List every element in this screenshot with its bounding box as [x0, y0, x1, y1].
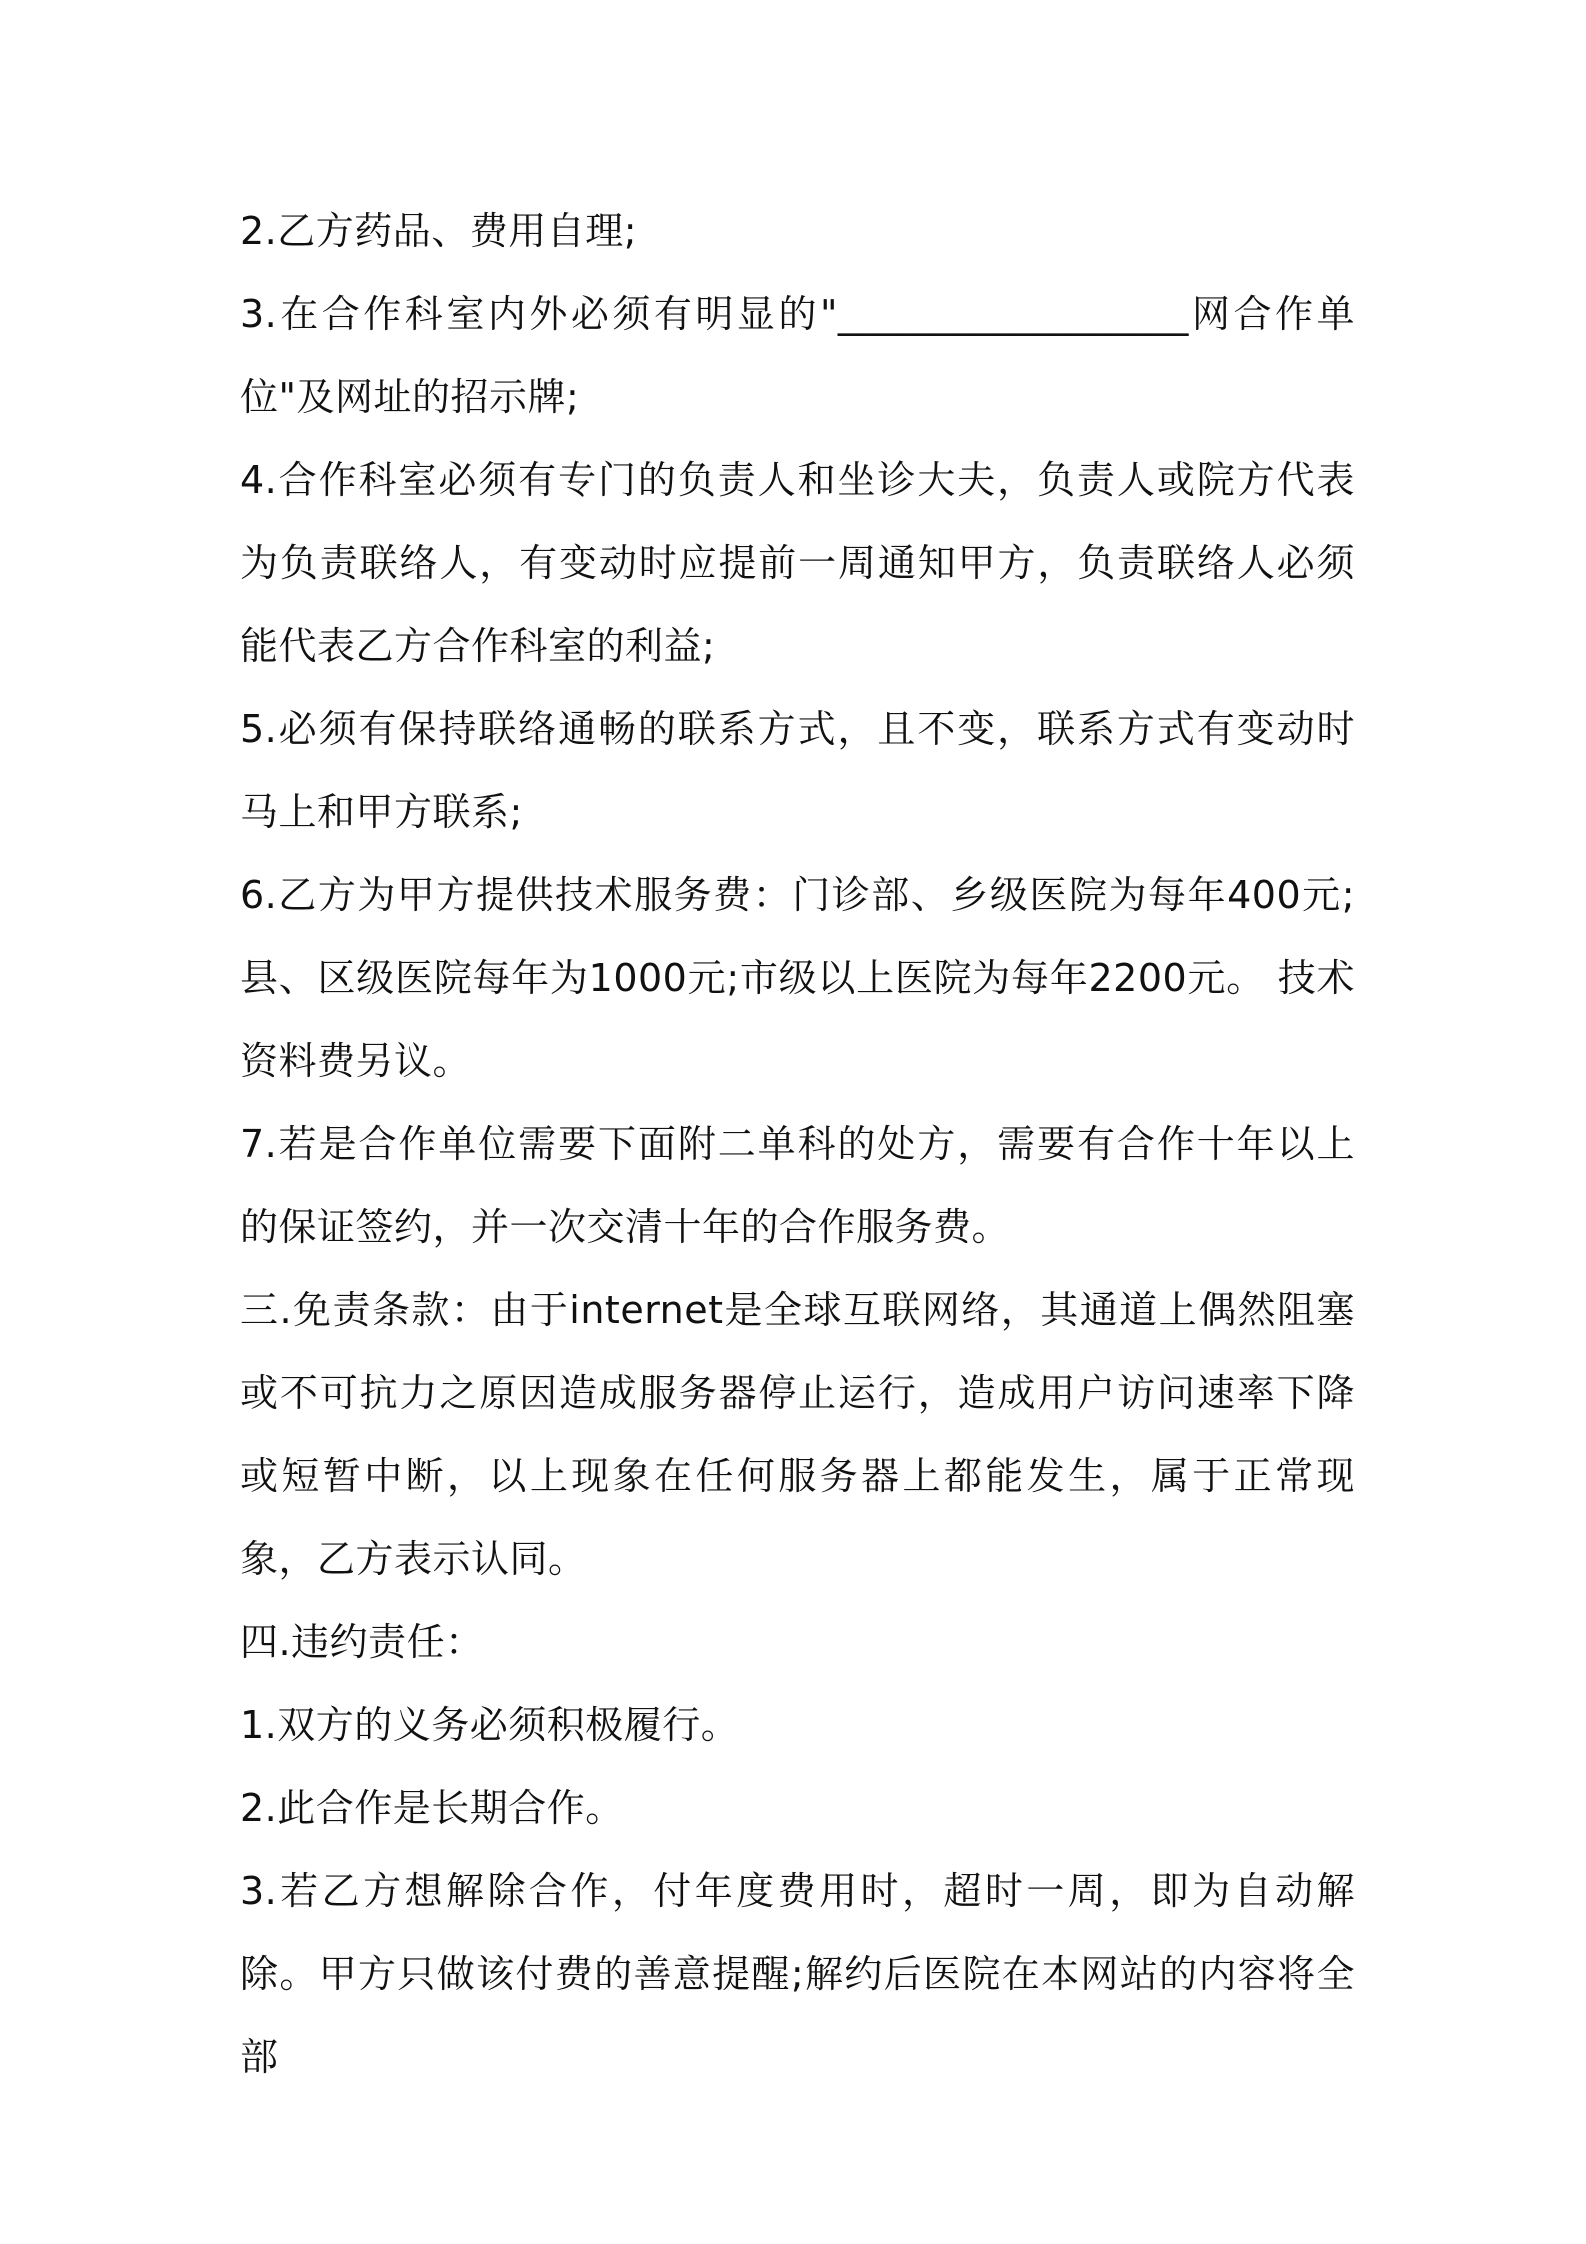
clause-5-contact-method: 5.必须有保持联络通畅的联系方式，且不变，联系方式有变动时马上和甲方联系; [240, 707, 1355, 834]
document-body [240, 190, 1355, 2099]
breach-clause-1: 1.双方的义务必须积极履行。 [240, 1703, 740, 1747]
section-4-heading: 四.违约责任： [240, 1620, 484, 1664]
breach-clause-2: 2.此合作是长期合作。 [240, 1786, 624, 1830]
clause-6-service-fee: 6.乙方为甲方提供技术服务费：门诊部、乡级医院为每年400元;县、区级医院每年为1000元;市级以上医院为每年2200元。 技术资料费另议。 [240, 873, 1355, 1083]
section-3-disclaimer: 三.免责条款：由于internet是全球互联网络，其通道上偶然阻塞或不可抗力之原因造成服务器停止运行，造成用户访问速率下降或短暂中断，以上现象在任何服务器上都能发生，属于正常现象，乙方表示认同。 [240, 1288, 1355, 1581]
clause-7-prescription: 7.若是合作单位需要下面附二单科的处方，需要有合作十年以上的保证签约，并一次交清十年的合作服务费。 [240, 1122, 1355, 1249]
clause-4-responsible-person: 4.合作科室必须有专门的负责人和坐诊大夫，负责人或院方代表为负责联络人，有变动时应提前一周通知甲方，负责联络人必须能代表乙方合作科室的利益; [240, 458, 1355, 668]
clause-3-signboard: 3.在合作科室内外必须有明显的"__________________网合作单位"及网址的招示牌; [240, 292, 1355, 419]
breach-clause-3: 3.若乙方想解除合作，付年度费用时，超时一周，即为自动解除。甲方只做该付费的善意提醒;解约后医院在本网站的内容将全部 [240, 1869, 1355, 2079]
clause-2-medicine-costs: 2.乙方药品、费用自理; [240, 209, 638, 253]
